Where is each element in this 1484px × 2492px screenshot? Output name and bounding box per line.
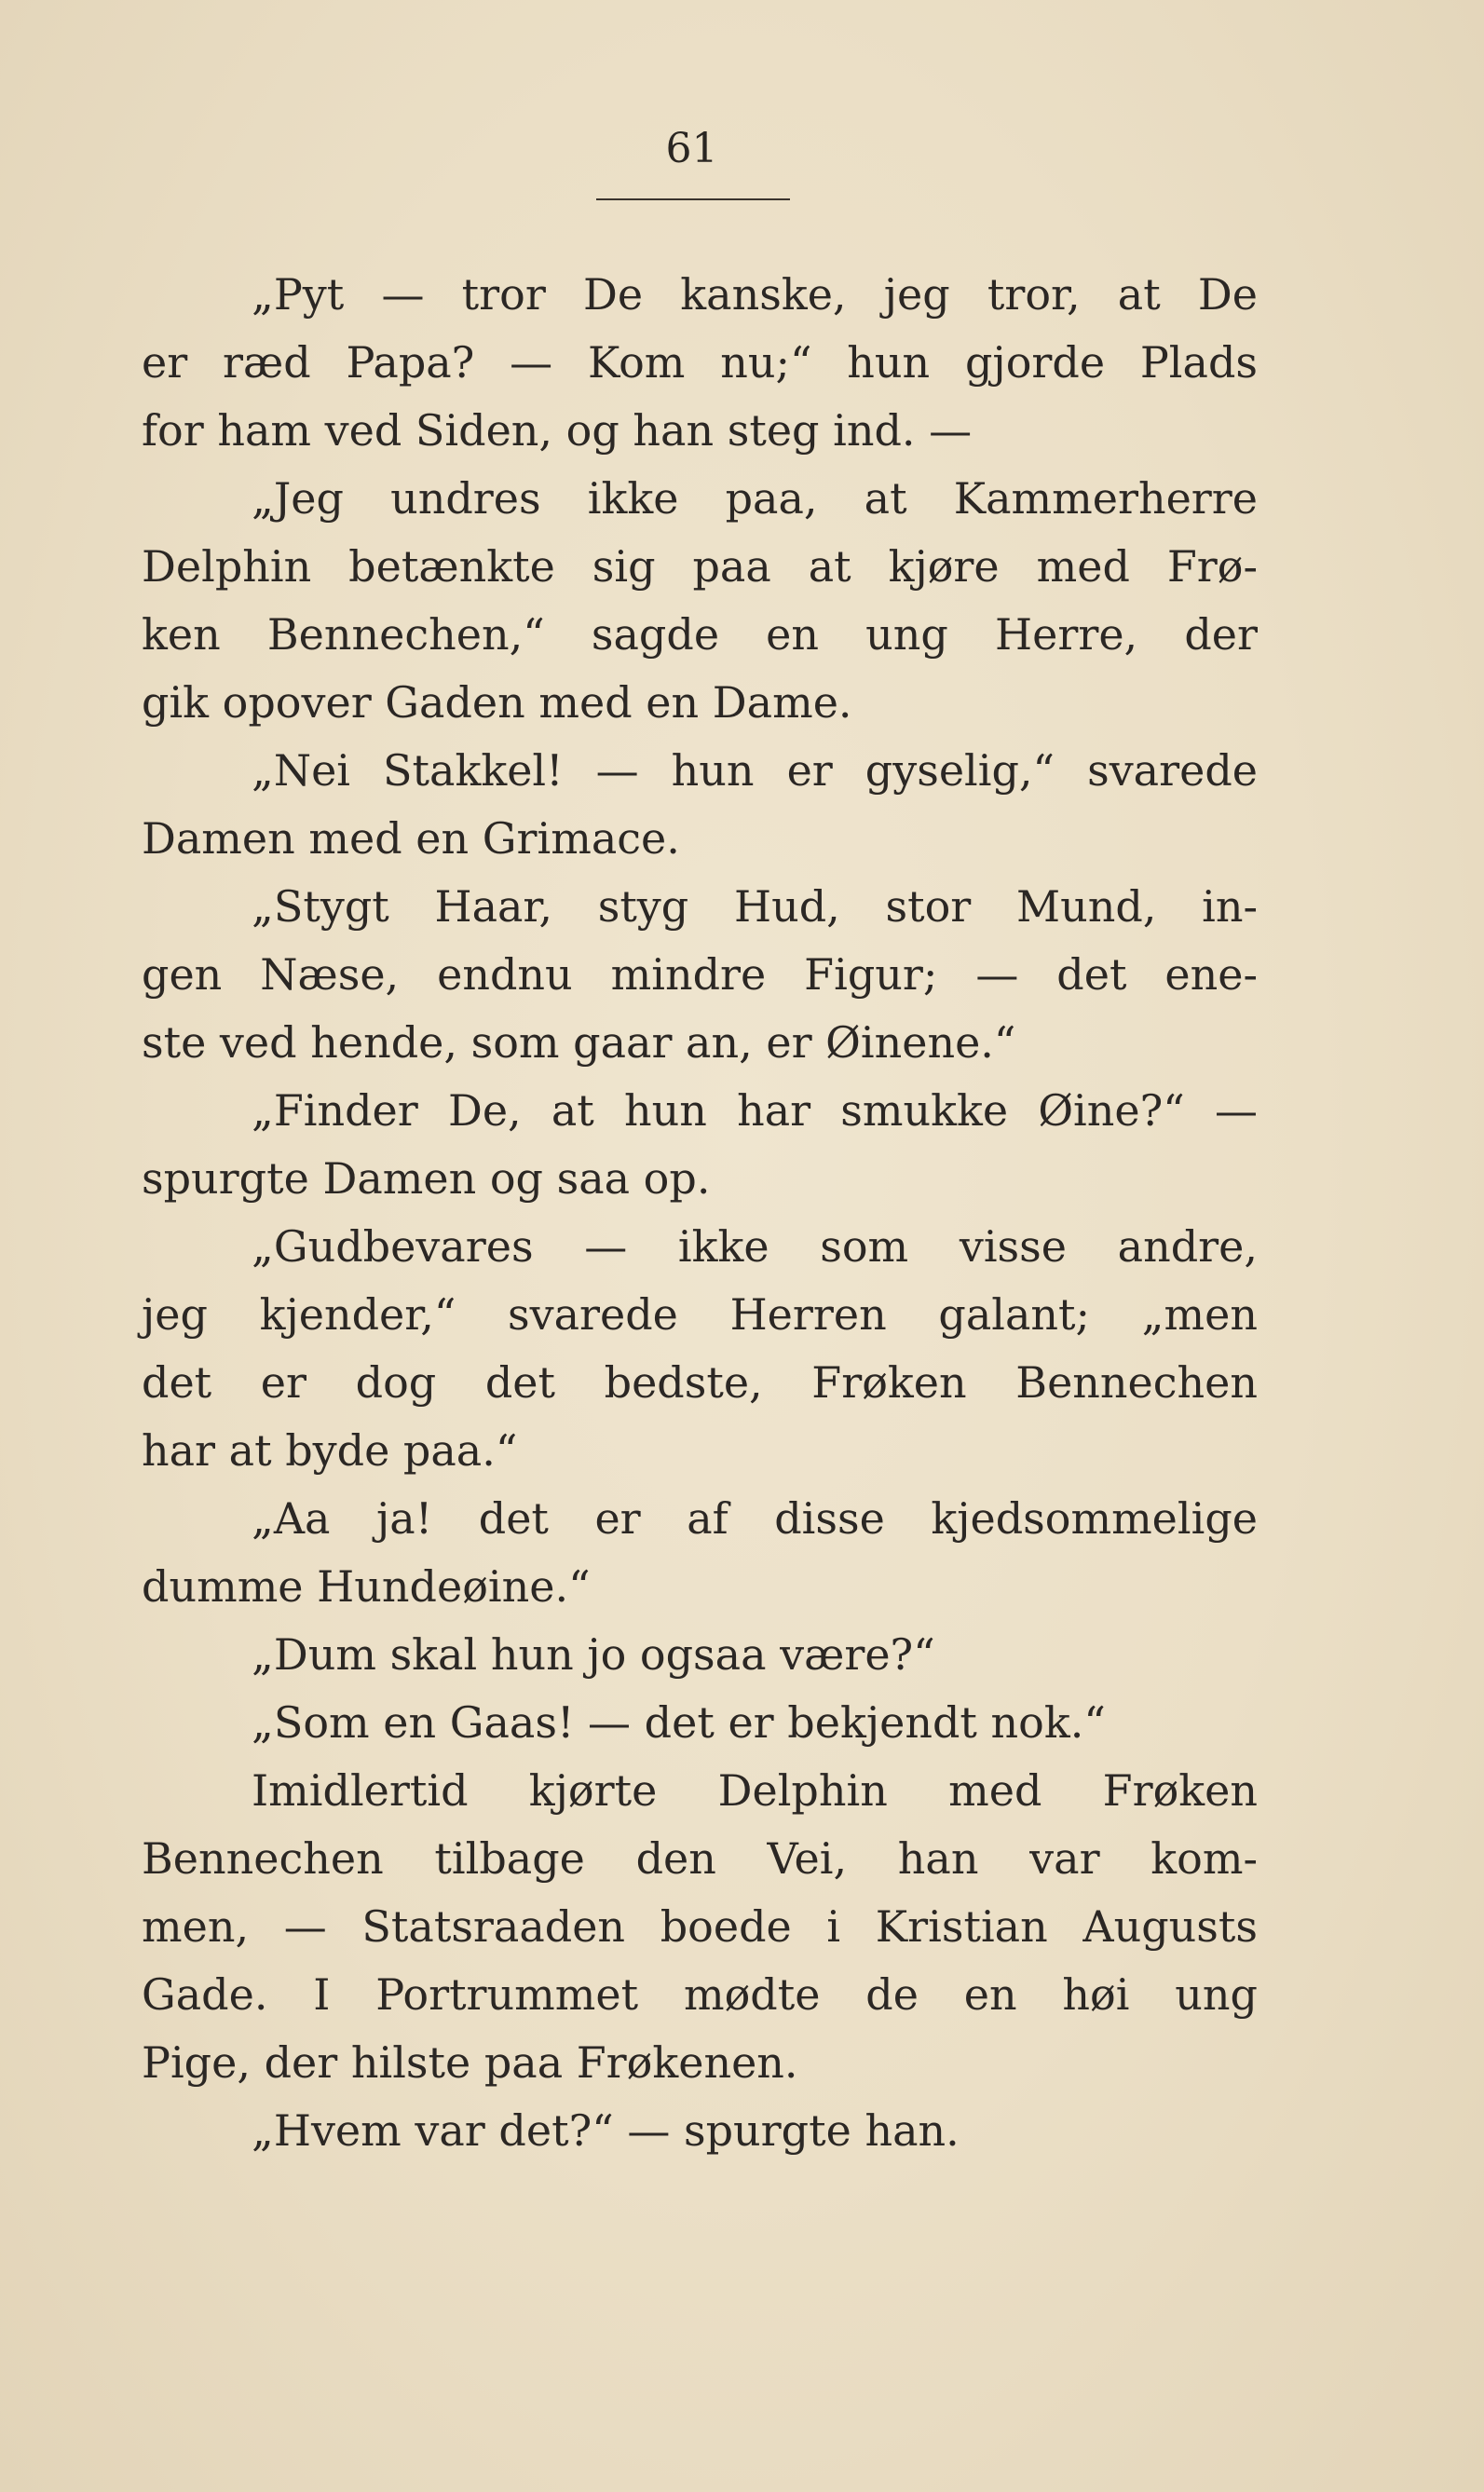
text-line: har at byde paa.“ [142,1425,518,1476]
text-line: ste ved hende, som gaar an, er Øinene.“ [142,1017,1016,1068]
text-line: „Aa ja! det er af disse kjedsommelige [252,1493,1258,1544]
text-line: men, — Statsraaden boede i Kristian Augusts [142,1901,1258,1952]
text-line: Delphin betænkte sig paa at kjøre med Frø- [142,541,1258,592]
page-number-text: 61 [665,125,718,172]
text-line: spurgte Damen og saa op. [142,1153,711,1204]
body-text [142,261,1258,2165]
text-line: ken Bennechen,“ sagde en ung Herre, der [142,609,1258,660]
text-line: „Dum skal hun jo ogsaa være?“ [252,1629,935,1680]
text-line: „Nei Stakkel! — hun er gyselig,“ svarede [252,745,1258,796]
text-line: gik opover Gaden med en Dame. [142,677,852,728]
text-line: for ham ved Siden, og han steg ind. — [142,405,973,456]
text-line: er ræd Papa? — Kom nu;“ hun gjorde Plads [142,337,1258,388]
text-line: „Som en Gaas! — det er bekjendt nok.“ [252,1697,1106,1748]
text-line: „Gudbevares — ikke som visse andre, [252,1221,1258,1272]
page-number [0,125,1484,172]
text-line: Damen med en Grimace. [142,813,680,864]
text-line: „Finder De, at hun har smukke Øine?“ — [252,1085,1258,1136]
text-line: jeg kjender,“ svarede Herren galant; „men [142,1289,1258,1340]
header-rule [596,198,790,200]
text-line: „Pyt — tror De kanske, jeg tror, at De [252,269,1258,320]
text-line: det er dog det bedste, Frøken Bennechen [142,1357,1258,1408]
text-line: Pige, der hilste paa Frøkenen. [142,2037,798,2088]
text-line: „Stygt Haar, styg Hud, stor Mund, in- [252,881,1258,932]
text-line: dumme Hundeøine.“ [142,1561,591,1612]
text-line: „Hvem var det?“ — spurgte han. [252,2105,960,2156]
text-line: gen Næse, endnu mindre Figur; — det ene- [142,949,1258,1000]
text-line: Bennechen tilbage den Vei, han var kom- [142,1833,1258,1884]
text-line: „Jeg undres ikke paa, at Kammerherre [252,473,1258,524]
text-line: Imidlertid kjørte Delphin med Frøken [252,1765,1258,1816]
text-line: Gade. I Portrummet mødte de en høi ung [142,1969,1258,2020]
